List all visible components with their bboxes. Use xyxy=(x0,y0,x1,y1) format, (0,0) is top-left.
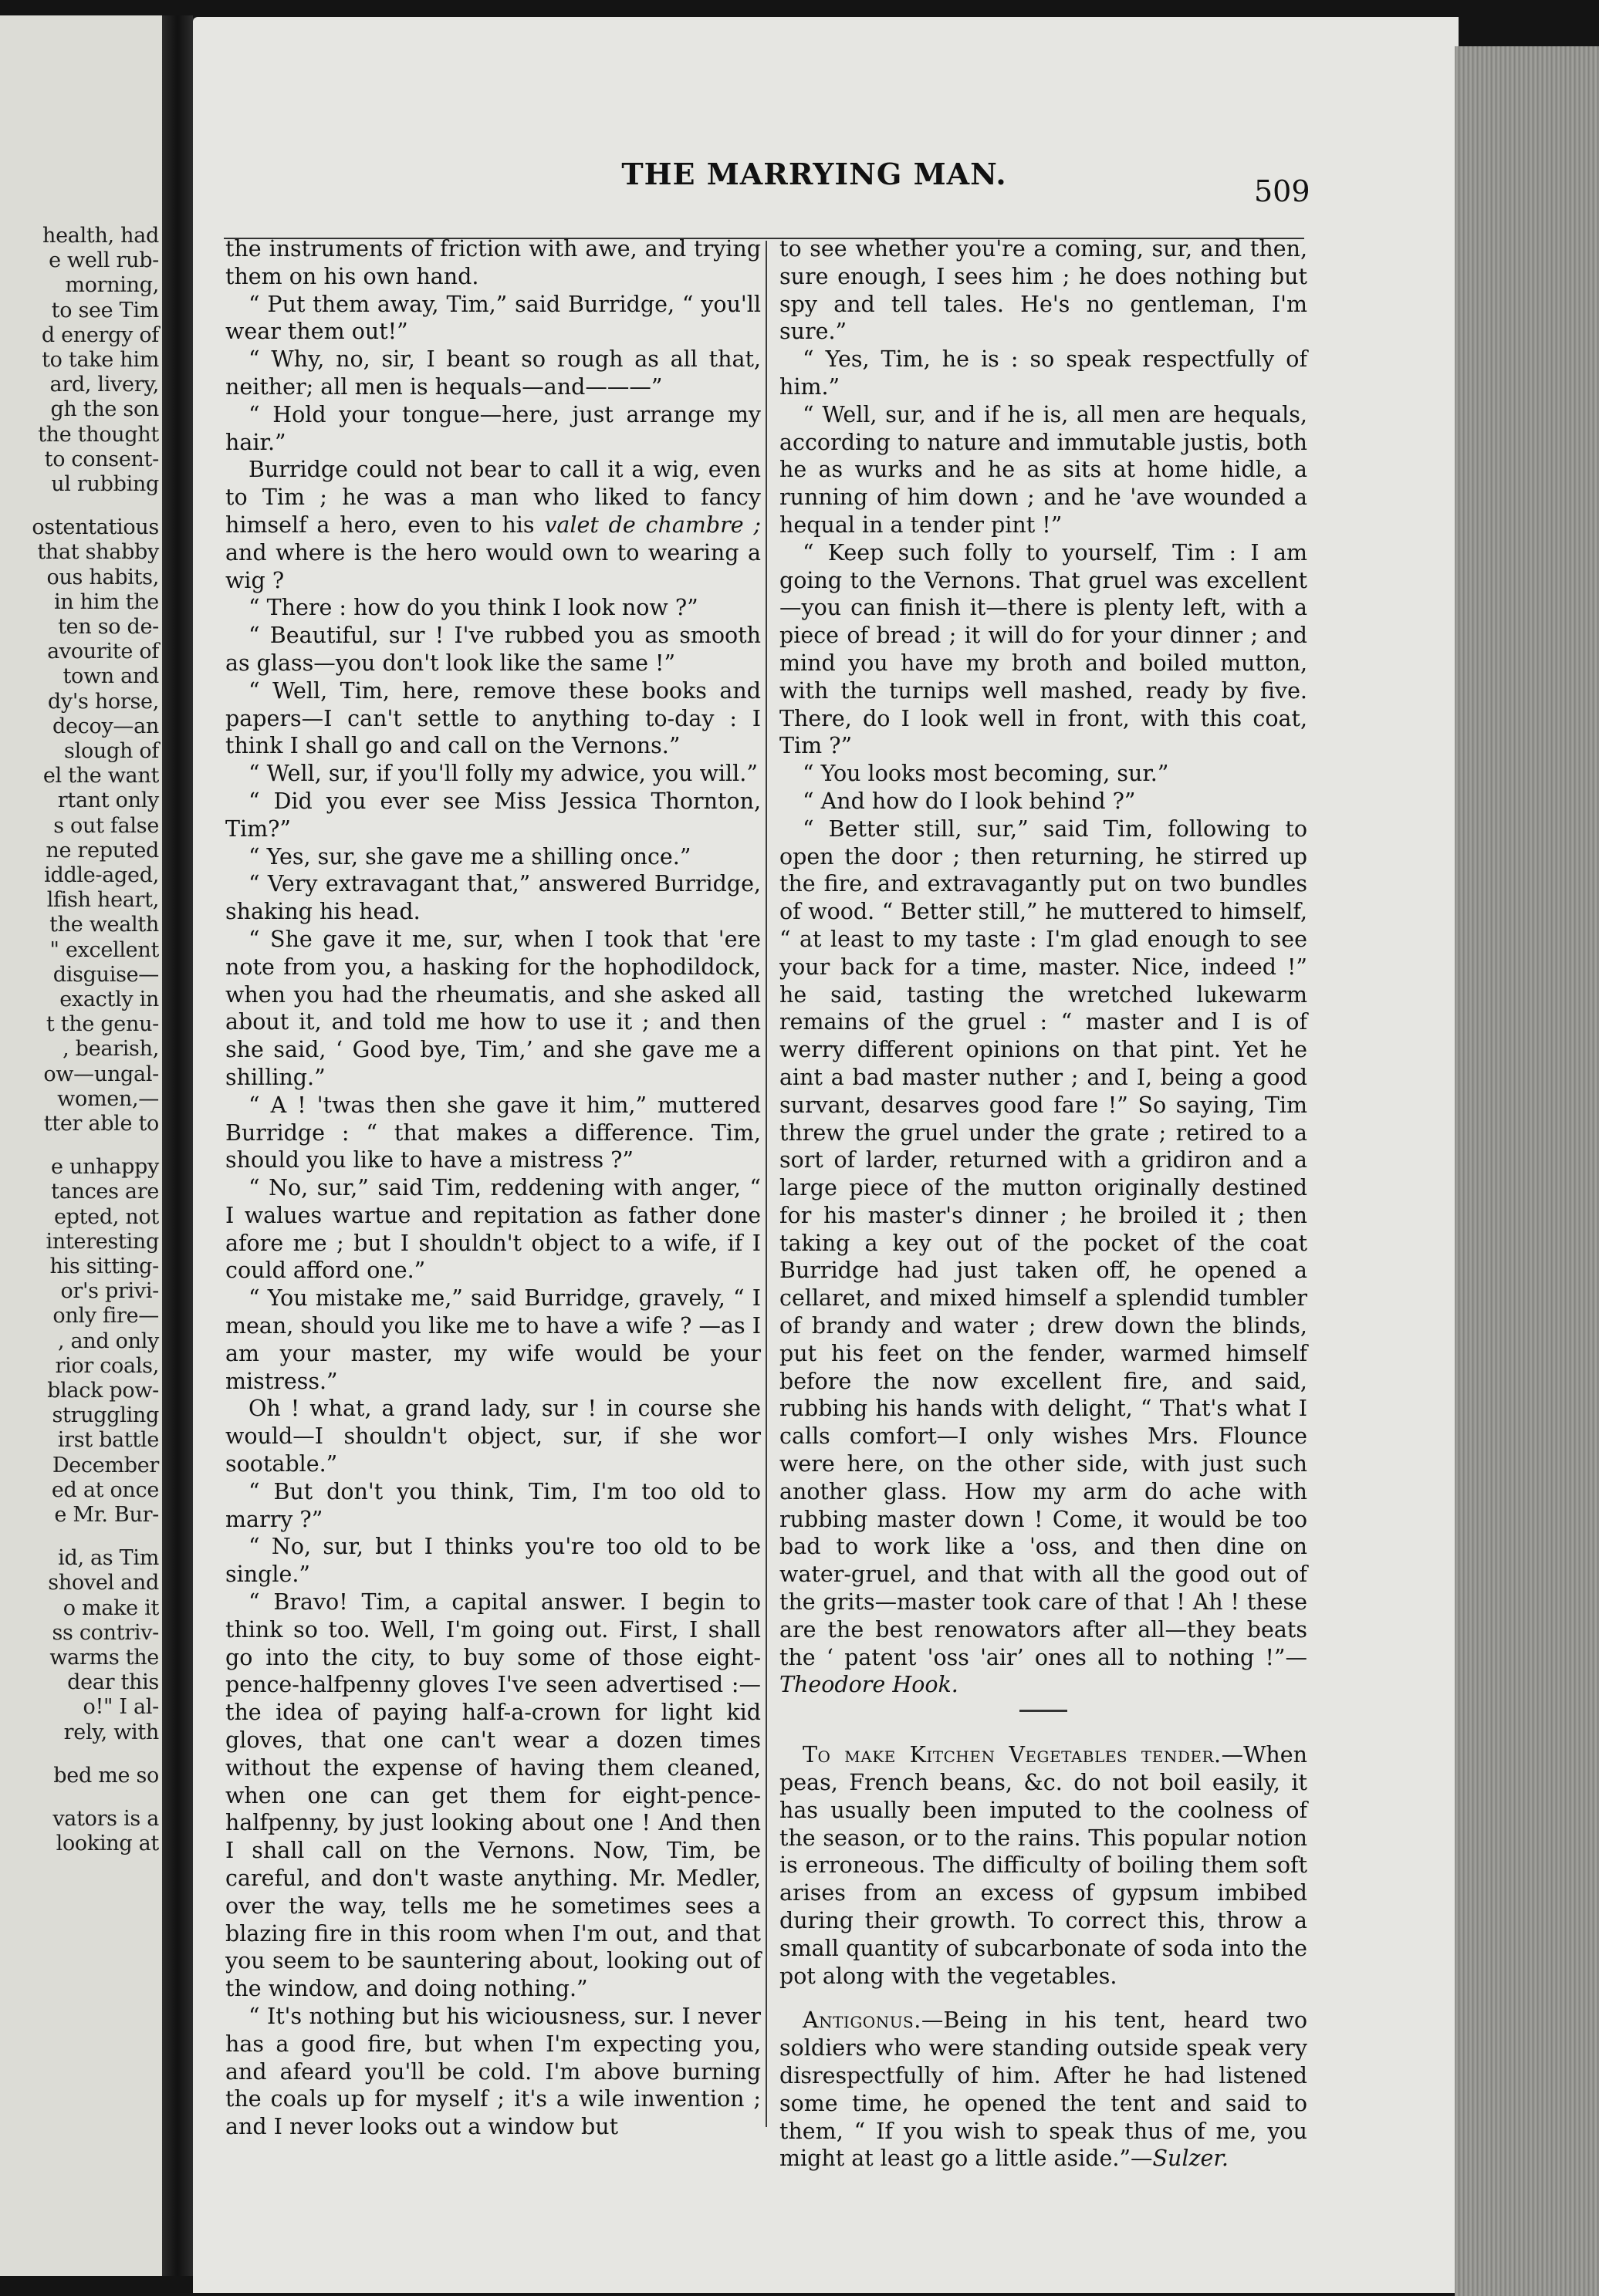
paragraph: the instruments of friction with awe, and trying them on his own hand. xyxy=(225,236,761,289)
page-number: 509 xyxy=(1254,174,1310,208)
previous-page-line: ne reputed xyxy=(46,838,159,863)
previous-page-line: ostentatious xyxy=(32,515,159,540)
previous-page-line: " excellent xyxy=(49,937,159,962)
paragraph: “ It's nothing but his wiciousness, sur. I never has a good fire, but when I'm expecting you, and afeard you'll be cold. I'm above burning the coals up for myself ; it's a wile inwention ; and I never looks out a window but xyxy=(225,2004,761,2140)
running-head: THE MARRYING MAN. xyxy=(621,157,1007,191)
paragraph: “ A ! 'twas then she gave it him,” muttered Burridge : “ that makes a difference. Tim, should you like to have a mistress ?” xyxy=(225,1092,761,1173)
paragraph: “ You looks most becoming, sur.” xyxy=(803,761,1169,787)
previous-page-line: , bearish, xyxy=(63,1037,159,1062)
previous-page-line: black pow- xyxy=(47,1379,159,1403)
book-gutter xyxy=(162,15,193,2276)
previous-page-line: ow—ungal- xyxy=(43,1062,159,1086)
paragraph: “ Hold your tongue—here, just arrange my hair.” xyxy=(225,401,761,455)
previous-page-line: exactly in xyxy=(59,988,159,1011)
paragraph: “ Put them away, Tim,” said Burridge, “ you'll wear them out!” xyxy=(225,291,761,345)
previous-page-line: women,— xyxy=(57,1086,159,1111)
paragraph: “ No, sur, but I thinks you're too old to be single.” xyxy=(225,1534,761,1588)
paragraph: “ Yes, sur, she gave me a shilling once.” xyxy=(248,843,691,869)
previous-page-line: to consent- xyxy=(44,447,159,471)
previous-page-line: December xyxy=(52,1453,159,1477)
kitchen-vegetables-heading: To make Kitchen Vegetables tender. xyxy=(803,1742,1222,1768)
column-rule xyxy=(766,241,767,2127)
paragraph: “ Did you ever see Miss Jessica Thornton, Tim?” xyxy=(225,788,761,842)
paragraph: “ Better still, sur,” said Tim, following to open the door ; then returning, he stirred up the fire, and extravagantly put on two bundles of wood. “ Better still,” he muttered to himself, “ at least to my taste : I'm glad enough to see your back for a time, master. Nice, indeed !” he said, tasting the wretched lukewarm remains of the gruel : “ master and I is of werry different opinions on that pint. Yet he aint a bad master nuther ; and I, being a good survant, desarves good fare !” So saying, Tim threw the gruel under the grate ; retired to a sort of larder, returned with a gridiron and a large piece of the mutton originally destined for his master's dinner ; he broiled it ; then taking a key out of the pocket of the coat Burridge had just taken off, he opened a cellaret, and mixed himself a splendid tumbler of brandy and water ; drew down the blinds, put his feet on the fender, warmed himself before the now excellent fire, and said, rubbing his hands with delight, “ That's what I calls comfort—I only wishes Mrs. Flounce were here, on the other side, with just such another glass. How my arm do ache with rubbing master down ! Come, it would be too bad to work like a 'oss, and then dine on water-gruel, and that with all the good out of the grits—master took care of that ! Ah ! these are the best renowators after all—they beats the ‘ patent 'oss 'air’ ones all to nothing !”—Theodore Hook. xyxy=(779,815,1307,1698)
previous-page-line: to take him xyxy=(42,348,159,372)
previous-page-line: bed me so xyxy=(53,1763,159,1788)
previous-page-line: el the want xyxy=(42,764,159,788)
previous-page-line: ous habits, xyxy=(46,565,159,589)
previous-page-line: tter able to xyxy=(43,1112,159,1136)
previous-page-line: disguise— xyxy=(52,962,159,987)
paragraph: “ And how do I look behind ?” xyxy=(803,788,1136,814)
paragraph: Oh ! what, a grand lady, sur ! in course she would—I shouldn't object, sur, if she wor sootable.” xyxy=(225,1396,761,1477)
previous-page-line: his sitting- xyxy=(49,1254,159,1278)
antigonus-paragraph xyxy=(779,2007,1307,2173)
previous-page-line: vators is a xyxy=(52,1807,159,1831)
previous-page-line: to see Tim xyxy=(51,298,159,322)
previous-page-line: avourite of xyxy=(47,640,159,664)
antigonus-heading: Antigonus. xyxy=(803,2007,921,2034)
previous-page-line: interesting xyxy=(46,1229,159,1254)
previous-page-line: d energy of xyxy=(41,322,159,347)
previous-page-line: ul rubbing xyxy=(51,472,159,496)
paragraph: “ Bravo! Tim, a capital answer. I begin to think so too. Well, I'm going out. First, I shall go into the city, to buy some of those eight-pence-halfpenny gloves I've seen advertised :—the idea of paying half-a-crown for light kid gloves, that one can't wear a dozen times without the expense of having them cleaned, when one can get them for eight-pence-halfpenny, by just looking about one ! And then I shall call on the Vernons. Now, Tim, be careful, and don't waste anything. Mr. Medler, over the way, tells me he sometimes sees a blazing fire in this room when I'm out, and that you seem to be sauntering about, looking out of the window, and doing nothing.” xyxy=(225,1589,761,2002)
previous-page-line: lfish heart, xyxy=(46,888,159,913)
previous-page-line: slough of xyxy=(64,739,159,763)
previous-page-line: rtant only xyxy=(57,788,159,813)
kitchen-vegetables-text: —When peas, French beans, &c. do not boil easily, it has usually been imputed to the coolness of the season, or to the rains. This popular notion is erroneous. The difficulty of boiling them soft arises from an excess of gypsum imbibed during their growth. To correct this, throw a small quantity of subcarbonate of soda into the pot along with the vegetables. xyxy=(779,1742,1307,1989)
previous-page-line: or's privi- xyxy=(60,1279,159,1304)
previous-page-line: in him the xyxy=(53,589,159,614)
previous-page-line: ard, livery, xyxy=(49,373,159,397)
previous-page-line: irst battle xyxy=(57,1428,159,1453)
previous-page-line: e unhappy xyxy=(51,1155,159,1180)
previous-page-line: id, as Tim xyxy=(58,1546,159,1571)
previous-page-line: o!" I al- xyxy=(83,1695,159,1720)
previous-page-line: e Mr. Bur- xyxy=(54,1503,159,1527)
previous-page-line: iddle-aged, xyxy=(44,863,159,887)
kitchen-vegetables-paragraph xyxy=(779,1741,1307,1990)
previous-page-line: shovel and xyxy=(48,1571,159,1595)
previous-page-line: rior coals, xyxy=(55,1353,159,1378)
paragraph: “ Beautiful, sur ! I've rubbed you as smooth as glass—you don't look like the same !” xyxy=(225,623,761,676)
previous-page-line: the wealth xyxy=(49,913,159,937)
paragraph: Burridge could not bear to call it a wig, even to Tim ; he was a man who liked to fancy himself a hero, even to his valet de chambre ; and where is the hero would own to wearing a wig ? xyxy=(225,457,761,593)
previous-page-line: health, had xyxy=(42,224,159,248)
previous-page-line: morning, xyxy=(65,273,159,298)
previous-page-line: ed at once xyxy=(51,1477,159,1502)
previous-page-line: dy's horse, xyxy=(47,689,159,714)
previous-page-line: struggling xyxy=(52,1403,159,1428)
previous-page-line: ten so de- xyxy=(58,615,159,639)
paragraph: “ There : how do you think I look now ?” xyxy=(248,595,698,621)
section-separator xyxy=(1019,1710,1067,1712)
previous-page-line: ss contriv- xyxy=(52,1620,159,1645)
previous-page-line: t the genu- xyxy=(46,1012,159,1037)
previous-page-line: o make it xyxy=(63,1595,159,1620)
previous-page-line: looking at xyxy=(56,1832,159,1856)
left-column xyxy=(225,235,761,2141)
right-column xyxy=(779,235,1307,2173)
paragraph: “ But don't you think, Tim, I'm too old to marry ?” xyxy=(225,1478,761,1532)
previous-page-line: epted, not xyxy=(53,1204,159,1229)
previous-page-line: that shabby xyxy=(37,540,159,565)
paragraph: “ You mistake me,” said Burridge, gravely, “ I mean, should you like me to have a wife ? —as I am your master, my wife would be your mistress.” xyxy=(225,1285,761,1394)
previous-page-line: rely, with xyxy=(63,1720,159,1744)
antigonus-text: —Being in his tent, heard two soldiers who were standing outside speak very disrespectfully of him. After he had listened some time, he opened the tent and said to them, “ If you wish to speak thus of me, you might at least go a little aside.”— xyxy=(779,2007,1307,2172)
paragraph: “ Yes, Tim, he is : so speak respectfully of him.” xyxy=(779,346,1307,400)
page-edges xyxy=(1455,46,1599,2296)
previous-page-line: the thought xyxy=(38,422,159,447)
antigonus-source: Sulzer. xyxy=(1152,2146,1229,2172)
previous-page-line: dear this xyxy=(67,1670,159,1695)
previous-page-line: e well rub- xyxy=(49,248,159,273)
previous-page-line: tances are xyxy=(51,1180,159,1204)
previous-page-line: , and only xyxy=(57,1329,159,1353)
previous-page-fragment xyxy=(0,15,162,2276)
previous-page-line: warms the xyxy=(49,1646,159,1670)
paragraph: “ Why, no, sir, I beant so rough as all that, neither; all men is hequals—and———” xyxy=(225,346,761,400)
paragraph: “ Well, sur, if you'll folly my adwice, you will.” xyxy=(248,761,758,787)
previous-page-line: s out false xyxy=(53,813,159,838)
paragraph: to see whether you're a coming, sur, and then, sure enough, I sees him ; he does nothing but spy and tell tales. He's no gentleman, I'm sure.” xyxy=(779,236,1307,345)
paragraph: “ She gave it me, sur, when I took that 'ere note from you, a hasking for the hophodildock, when you had the rheumatis, and she asked all about it, and told me how to use it ; and then she said, ‘ Good bye, Tim,’ and she gave me a shilling.” xyxy=(225,926,761,1090)
paragraph: “ Well, Tim, here, remove these books and papers—I can't settle to anything to-day : I think I shall go and call on the Vernons.” xyxy=(225,677,761,759)
paragraph: “ Keep such folly to yourself, Tim : I am going to the Vernons. That gruel was excellent—you can finish it—there is plenty left, with a piece of bread ; it will do for your dinner ; and mind you have my broth and boiled mutton, with the turnips well mashed, ready by five. There, do I look well in front, with this coat, Tim ?” xyxy=(779,539,1307,759)
paragraph: “ Well, sur, and if he is, all men are hequals, according to nature and immutable justis, both he as wurks and he as sits at home hidle, a running of him down ; and he 'ave wounded a hequal in a tender pint !” xyxy=(779,401,1307,538)
paragraph: “ Very extravagant that,” answered Burridge, shaking his head. xyxy=(225,871,761,925)
previous-page-line: town and xyxy=(63,664,159,689)
previous-page-line: gh the son xyxy=(50,397,159,422)
previous-page-line: decoy—an xyxy=(52,714,159,738)
paragraph: “ No, sur,” said Tim, reddening with anger, “ I walues wartue and repitation as father done afore me ; but I shouldn't object to a wife, if I could afford one.” xyxy=(225,1175,761,1284)
previous-page-line: only fire— xyxy=(52,1304,159,1329)
